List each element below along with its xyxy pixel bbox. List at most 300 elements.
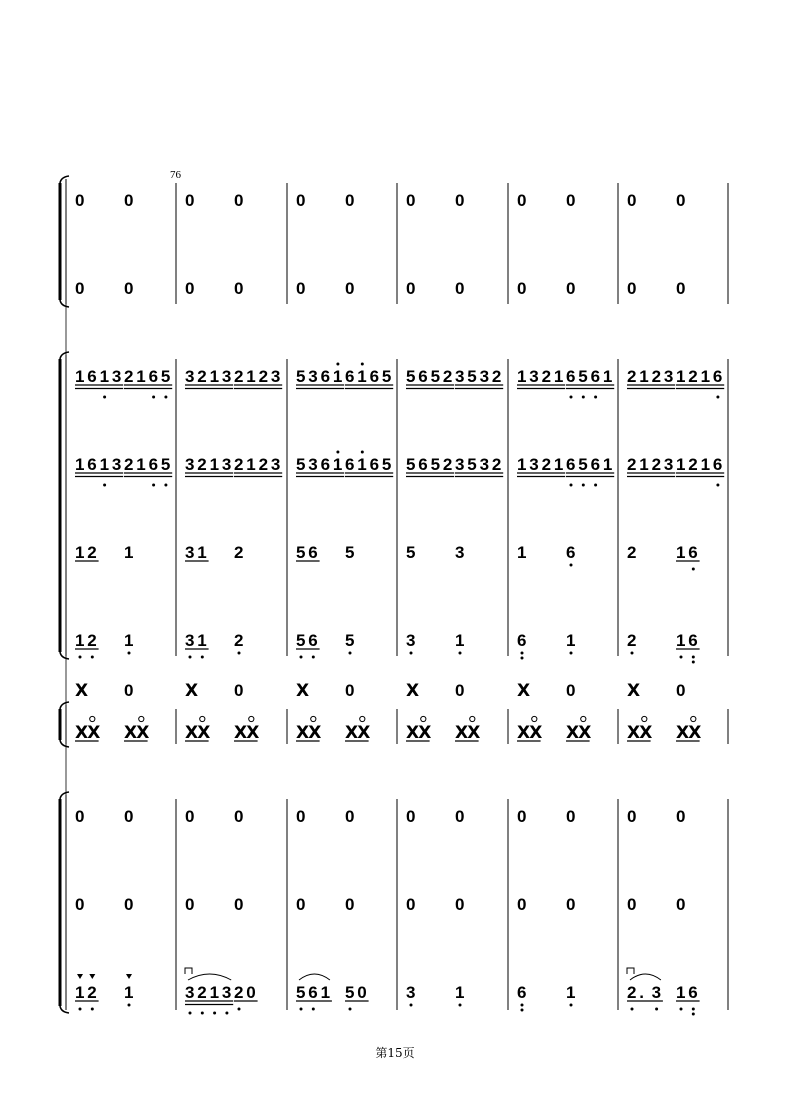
note-group	[124, 681, 133, 700]
note-group	[296, 895, 305, 914]
note-group	[185, 681, 198, 701]
note-group	[627, 367, 675, 389]
note-group	[185, 279, 194, 298]
note: 1	[320, 983, 331, 1002]
note-group	[455, 367, 503, 389]
note-group	[234, 983, 258, 1011]
note-group	[124, 543, 133, 562]
octave-dot-below	[594, 484, 597, 487]
note: 3	[111, 455, 122, 474]
note: 2	[491, 367, 502, 386]
note-group	[345, 681, 354, 700]
note: X	[75, 723, 89, 743]
octave-dot-below	[201, 656, 204, 659]
note-group	[676, 807, 685, 826]
octave-dot-below	[521, 1004, 524, 1007]
note-group	[406, 895, 415, 914]
octave-dot-below	[459, 652, 462, 655]
note: 5	[430, 367, 441, 386]
note-group	[566, 681, 575, 700]
note: 0	[406, 895, 416, 914]
note: 0	[124, 895, 134, 914]
note: X	[185, 723, 199, 743]
note-group	[296, 279, 305, 298]
note-group	[517, 631, 526, 660]
note: 1	[332, 367, 343, 386]
note: 0	[517, 279, 527, 298]
note: 3	[308, 455, 318, 474]
open-mark-icon	[200, 716, 205, 721]
note: 5	[345, 983, 355, 1002]
note: 6	[688, 983, 698, 1002]
open-mark-icon	[691, 716, 696, 721]
note: 0	[455, 191, 465, 210]
note: 5	[467, 455, 477, 474]
note-group	[234, 191, 243, 210]
note: X	[578, 723, 592, 743]
note: 0	[75, 279, 85, 298]
note: 0	[627, 191, 637, 210]
row-2	[75, 279, 685, 298]
note: 0	[345, 681, 355, 700]
note: 6	[369, 367, 380, 386]
note: 3	[479, 367, 490, 386]
note-group	[75, 455, 123, 487]
note: 1	[197, 543, 207, 562]
note: 1	[75, 983, 85, 1002]
note-group	[676, 191, 685, 210]
note: 0	[517, 807, 527, 826]
note: 5	[406, 367, 416, 386]
note: 0	[296, 807, 306, 826]
octave-dot-below	[189, 656, 192, 659]
octave-dot-below	[570, 396, 573, 399]
note: 6	[566, 367, 576, 386]
octave-dot-below	[692, 1008, 695, 1011]
note: 0	[296, 895, 306, 914]
brackets	[60, 176, 69, 1013]
note-group	[75, 367, 123, 399]
octave-dot-below	[103, 484, 106, 487]
note: 0	[185, 807, 195, 826]
note: 0	[676, 681, 686, 700]
note: 0	[676, 191, 686, 210]
note: 2	[197, 367, 207, 386]
note: 3	[308, 367, 318, 386]
note-group	[455, 807, 464, 826]
note-group	[517, 279, 526, 298]
note: 0	[124, 807, 134, 826]
note-group	[566, 279, 575, 298]
note-group	[406, 455, 454, 477]
open-mark-icon	[249, 716, 254, 721]
note: 0	[406, 807, 416, 826]
system-bracket-2	[60, 352, 69, 659]
note: 1	[124, 631, 134, 650]
note: 2	[442, 367, 453, 386]
octave-dot-below	[692, 568, 695, 571]
octave-dot-below	[91, 1008, 94, 1011]
note: 5	[296, 983, 306, 1002]
note: 0	[676, 895, 686, 914]
note: X	[296, 723, 310, 743]
page-footer: 第15页	[375, 1046, 415, 1060]
note: 0	[455, 807, 465, 826]
open-mark-icon	[139, 716, 144, 721]
note-group	[566, 807, 575, 826]
note-group	[234, 631, 243, 655]
note: 2	[627, 455, 637, 474]
note: X	[566, 723, 580, 743]
note-group	[566, 895, 575, 914]
note: X	[296, 681, 310, 701]
note-group	[627, 455, 675, 477]
note: 0	[75, 191, 85, 210]
note: 5	[467, 367, 477, 386]
note: X	[627, 723, 641, 743]
note-group	[234, 895, 243, 914]
note-group	[296, 631, 320, 659]
open-mark-icon	[90, 716, 95, 721]
open-mark-icon	[470, 716, 475, 721]
note: 0	[185, 279, 195, 298]
note: 5	[296, 455, 306, 474]
note: 1	[553, 367, 564, 386]
note-group	[345, 983, 369, 1011]
note-group	[296, 363, 344, 389]
note-group	[296, 543, 320, 562]
note: 6	[320, 455, 331, 474]
note: 3	[221, 367, 232, 386]
note: 6	[345, 455, 355, 474]
note: 2	[541, 367, 552, 386]
note: 5	[406, 455, 416, 474]
note: 3	[406, 983, 416, 1002]
open-mark-icon	[581, 716, 586, 721]
note: X	[418, 723, 432, 743]
note-group	[345, 716, 370, 743]
note: 2	[491, 455, 502, 474]
system-bracket-4	[60, 792, 69, 1013]
note: 0	[517, 191, 527, 210]
octave-dot-below	[631, 652, 634, 655]
note-group	[345, 451, 393, 477]
note: 5	[296, 543, 306, 562]
note: X	[345, 723, 359, 743]
note-group	[185, 968, 233, 1015]
note-group	[75, 681, 88, 701]
octave-dot-below	[152, 484, 155, 487]
note: 1	[209, 455, 220, 474]
note: 2	[197, 455, 207, 474]
note-group	[517, 807, 526, 826]
note: 0	[185, 895, 195, 914]
note: X	[529, 723, 543, 743]
note: 0	[676, 279, 686, 298]
note: 6	[688, 543, 698, 562]
row-11	[75, 968, 700, 1016]
note: 1	[124, 543, 134, 562]
note: 0	[566, 895, 576, 914]
note-group	[234, 367, 282, 389]
octave-dot-below	[680, 1008, 683, 1011]
note-group	[676, 631, 700, 664]
note-group	[406, 983, 415, 1007]
note: 3	[529, 367, 539, 386]
slur	[299, 974, 330, 980]
note: X	[308, 723, 322, 743]
note-group	[566, 716, 591, 743]
note: 3	[185, 631, 195, 650]
note: 0	[517, 895, 527, 914]
note: 2	[627, 983, 637, 1002]
note: 5	[381, 367, 392, 386]
note-group	[296, 191, 305, 210]
note: 1	[99, 455, 110, 474]
note-group	[627, 631, 636, 655]
note: 0	[627, 895, 637, 914]
note-group	[566, 191, 575, 210]
note-group	[517, 367, 565, 389]
note-group	[185, 631, 209, 659]
note-group	[75, 895, 84, 914]
note: 6	[418, 455, 428, 474]
note: 0	[345, 191, 355, 210]
note: 0	[345, 807, 355, 826]
note: 1	[639, 455, 649, 474]
note-group	[517, 716, 542, 743]
system-bracket-1	[60, 176, 69, 307]
note-group	[75, 279, 84, 298]
open-mark-icon	[360, 716, 365, 721]
note-group	[566, 983, 575, 1007]
note: 0	[246, 983, 256, 1002]
note-group	[345, 191, 354, 210]
note-group	[627, 968, 663, 1011]
note: 1	[517, 455, 527, 474]
note: 6	[517, 983, 527, 1002]
note: X	[75, 681, 89, 701]
note: X	[455, 723, 469, 743]
note-group	[234, 807, 243, 826]
note-group	[455, 681, 464, 700]
note: 1	[455, 631, 465, 650]
note: 0	[345, 279, 355, 298]
note: 6	[87, 455, 97, 474]
octave-dot-below	[716, 396, 719, 399]
note-group	[517, 983, 526, 1012]
note-group	[75, 974, 99, 1011]
octave-dot-below	[238, 1008, 241, 1011]
note: 2	[234, 367, 244, 386]
note: 1	[566, 631, 576, 650]
note: 6	[308, 631, 318, 650]
note-group	[124, 191, 133, 210]
note: 2	[124, 455, 134, 474]
note-group	[676, 455, 724, 487]
note: X	[234, 723, 248, 743]
note: 0	[234, 279, 244, 298]
octave-dot-above	[361, 363, 364, 366]
note: X	[136, 723, 150, 743]
row-4	[75, 451, 724, 487]
note: 1	[700, 455, 711, 474]
note: 2	[258, 367, 269, 386]
row-1	[75, 191, 685, 210]
note: 1	[676, 631, 686, 650]
note-group	[627, 807, 636, 826]
open-mark-icon	[421, 716, 426, 721]
note-group	[627, 681, 640, 701]
note: 0	[357, 983, 367, 1002]
note: 6	[148, 455, 159, 474]
octave-dot-below	[521, 652, 524, 655]
note: X	[87, 723, 101, 743]
note-group	[296, 807, 305, 826]
note-group	[566, 543, 575, 567]
note: 0	[566, 191, 576, 210]
note-group	[234, 543, 243, 562]
octave-dot-below	[312, 1008, 315, 1011]
note: X	[688, 723, 702, 743]
octave-dot-below	[521, 657, 524, 660]
octave-dot-below	[213, 1012, 216, 1015]
octave-dot-below	[225, 1012, 228, 1015]
note: 1	[700, 367, 711, 386]
note: 1	[517, 543, 527, 562]
note: X	[357, 723, 371, 743]
note: 0	[455, 681, 465, 700]
note: 6	[517, 631, 527, 650]
note: .	[639, 983, 645, 1002]
note: 0	[406, 279, 416, 298]
barlines	[66, 179, 728, 1010]
note: 1	[75, 367, 85, 386]
down-bow-icon	[185, 968, 192, 974]
note-group	[455, 716, 480, 743]
note: 6	[308, 543, 318, 562]
note: 2	[627, 631, 637, 650]
note: 6	[320, 367, 331, 386]
note-group	[406, 681, 419, 701]
note-group	[185, 716, 210, 743]
notation-rows	[75, 191, 724, 1016]
note: 3	[221, 983, 232, 1002]
note-group	[676, 681, 685, 700]
note: 5	[578, 455, 588, 474]
note: 3	[270, 367, 281, 386]
note-group	[566, 455, 614, 487]
row-8	[75, 716, 701, 743]
note: 1	[246, 455, 256, 474]
note: 1	[676, 543, 686, 562]
note: 6	[308, 983, 318, 1002]
note-group	[296, 974, 332, 1011]
note: 0	[124, 191, 134, 210]
note-group	[406, 631, 415, 655]
note: 3	[455, 367, 465, 386]
open-mark-icon	[642, 716, 647, 721]
note-group	[517, 895, 526, 914]
octave-dot-below	[201, 1012, 204, 1015]
note-group	[185, 455, 233, 477]
octave-dot-below	[692, 1013, 695, 1016]
note-group	[627, 543, 636, 562]
note-group	[455, 543, 464, 562]
note-group	[75, 716, 100, 743]
note: 0	[406, 191, 416, 210]
note: 0	[185, 191, 195, 210]
note-group	[406, 279, 415, 298]
note: X	[639, 723, 653, 743]
octave-dot-above	[336, 451, 339, 454]
slur	[188, 974, 231, 980]
note: 5	[296, 367, 306, 386]
note: 2	[688, 367, 698, 386]
open-mark-icon	[311, 716, 316, 721]
octave-dot-below	[300, 1008, 303, 1011]
octave-dot-below	[716, 484, 719, 487]
note-group	[517, 191, 526, 210]
note: 2	[442, 455, 453, 474]
note-group	[185, 543, 209, 562]
note-group	[234, 455, 282, 477]
note: X	[517, 681, 531, 701]
note: 2	[197, 983, 207, 1002]
octave-dot-below	[410, 652, 413, 655]
note-group	[345, 363, 393, 389]
note-group	[676, 279, 685, 298]
note: 6	[566, 455, 576, 474]
row-7	[75, 681, 685, 701]
note-group	[185, 807, 194, 826]
slur	[630, 974, 661, 980]
note: 1	[553, 455, 564, 474]
note-group	[676, 367, 724, 399]
row-10	[75, 895, 685, 914]
open-mark-icon	[532, 716, 537, 721]
note-group	[185, 895, 194, 914]
octave-dot-below	[692, 661, 695, 664]
note: 3	[529, 455, 539, 474]
note-group	[345, 895, 354, 914]
note: 0	[75, 807, 85, 826]
note: 1	[676, 983, 686, 1002]
note-group	[517, 543, 526, 562]
note-group	[455, 895, 464, 914]
note: 3	[663, 367, 674, 386]
note-group	[455, 983, 464, 1007]
note: 3	[185, 543, 195, 562]
note: 1	[209, 367, 220, 386]
note: 1	[99, 367, 110, 386]
octave-dot-below	[349, 1008, 352, 1011]
octave-dot-below	[164, 396, 167, 399]
note: 1	[517, 367, 527, 386]
note-group	[75, 191, 84, 210]
note: 5	[345, 631, 355, 650]
note: 0	[234, 191, 244, 210]
note: 2	[541, 455, 552, 474]
note: 5	[381, 455, 392, 474]
note-group	[124, 455, 172, 487]
note: 1	[357, 367, 367, 386]
row-6	[75, 631, 700, 664]
note-group	[455, 631, 464, 655]
note-group	[455, 279, 464, 298]
note: 5	[160, 455, 171, 474]
note: 0	[566, 681, 576, 700]
